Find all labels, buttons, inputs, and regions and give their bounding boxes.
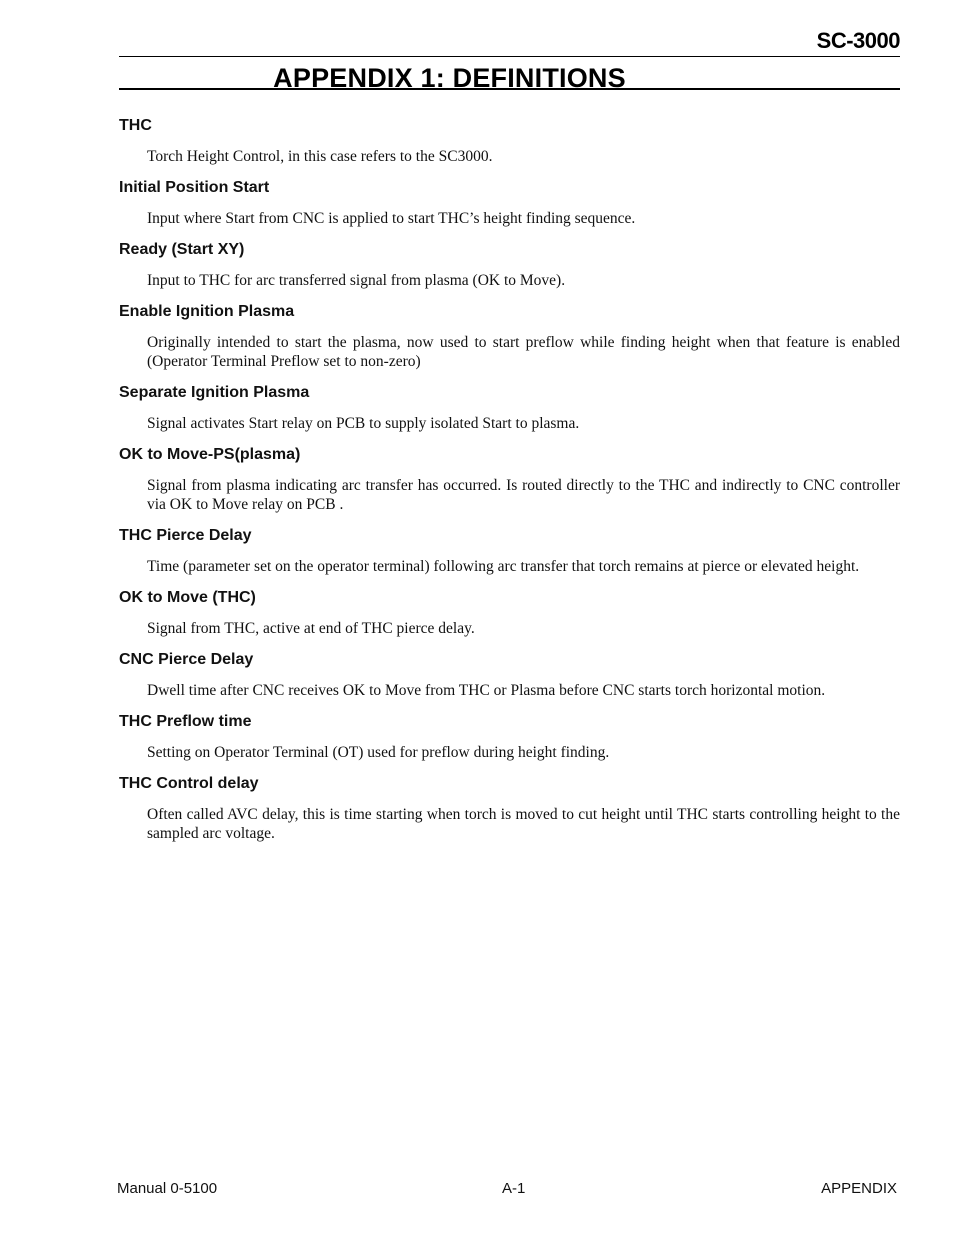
definition-thc-pierce-delay xyxy=(119,526,900,576)
definition-description: Input to THC for arc transferred signal from plasma (OK to Move). xyxy=(147,272,566,289)
definition-term: Initial Position Start xyxy=(119,179,270,196)
definition-term: Ready (Start XY) xyxy=(119,241,245,258)
footer-manual-number: Manual 0-5100 xyxy=(117,1180,218,1197)
definition-description: Setting on Operator Terminal (OT) used for preflow during height finding. xyxy=(147,744,610,761)
footer-page-number: A-1 xyxy=(502,1180,526,1197)
definition-description: Originally intended to start the plasma, now used to start preflow while finding height when that feature is enabled (Operator Terminal Preflow set to non-zero) xyxy=(147,334,900,370)
definition-ok-to-move-ps xyxy=(119,445,900,514)
page-title-text: APPENDIX 1: DEFINITIONS xyxy=(273,63,626,93)
definition-description: Signal activates Start relay on PCB to supply isolated Start to plasma. xyxy=(147,415,580,432)
definition-thc-preflow-time xyxy=(119,712,900,762)
definition-ready-start-xy xyxy=(119,240,900,290)
definition-description: Time (parameter set on the operator terminal) following arc transfer that torch remains at pierce or elevated height. xyxy=(147,558,860,575)
definition-term: THC Preflow time xyxy=(119,713,252,730)
definition-thc xyxy=(119,116,900,166)
definition-term: Enable Ignition Plasma xyxy=(119,303,295,320)
definition-term: OK to Move-PS(plasma) xyxy=(119,446,301,463)
footer-section: APPENDIX xyxy=(821,1180,897,1197)
definition-description: Often called AVC delay, this is time starting when torch is moved to cut height until THC starts controlling height to the sampled arc voltage. xyxy=(147,806,900,842)
definition-ok-to-move-thc xyxy=(119,588,900,638)
definitions-list xyxy=(119,116,900,843)
definition-description: Dwell time after CNC receives OK to Move from THC or Plasma before CNC starts torch horizontal motion. xyxy=(147,682,826,699)
model-name: SC-3000 xyxy=(816,28,900,53)
definition-term: CNC Pierce Delay xyxy=(119,651,254,668)
title-underline xyxy=(119,88,900,90)
definition-description: Signal from plasma indicating arc transfer has occurred. Is routed directly to the THC and indirectly to CNC controller via OK to Move relay on PCB . xyxy=(147,477,900,513)
definition-description: Signal from THC, active at end of THC pierce delay. xyxy=(147,620,475,637)
definition-term: THC Control delay xyxy=(119,775,259,792)
definition-initial-position-start xyxy=(119,178,900,228)
definition-description: Input where Start from CNC is applied to start THC’s height finding sequence. xyxy=(147,210,636,227)
definition-enable-ignition-plasma xyxy=(119,302,900,371)
definition-term: THC Pierce Delay xyxy=(119,527,252,544)
definition-term: THC xyxy=(119,117,152,134)
definition-cnc-pierce-delay xyxy=(119,650,900,700)
definition-description: Torch Height Control, in this case refers to the SC3000. xyxy=(147,148,493,165)
header-rule xyxy=(119,56,900,57)
definition-thc-control-delay xyxy=(119,774,900,843)
definition-separate-ignition-plasma xyxy=(119,383,900,433)
definition-term: OK to Move (THC) xyxy=(119,589,256,606)
definition-term: Separate Ignition Plasma xyxy=(119,384,310,401)
